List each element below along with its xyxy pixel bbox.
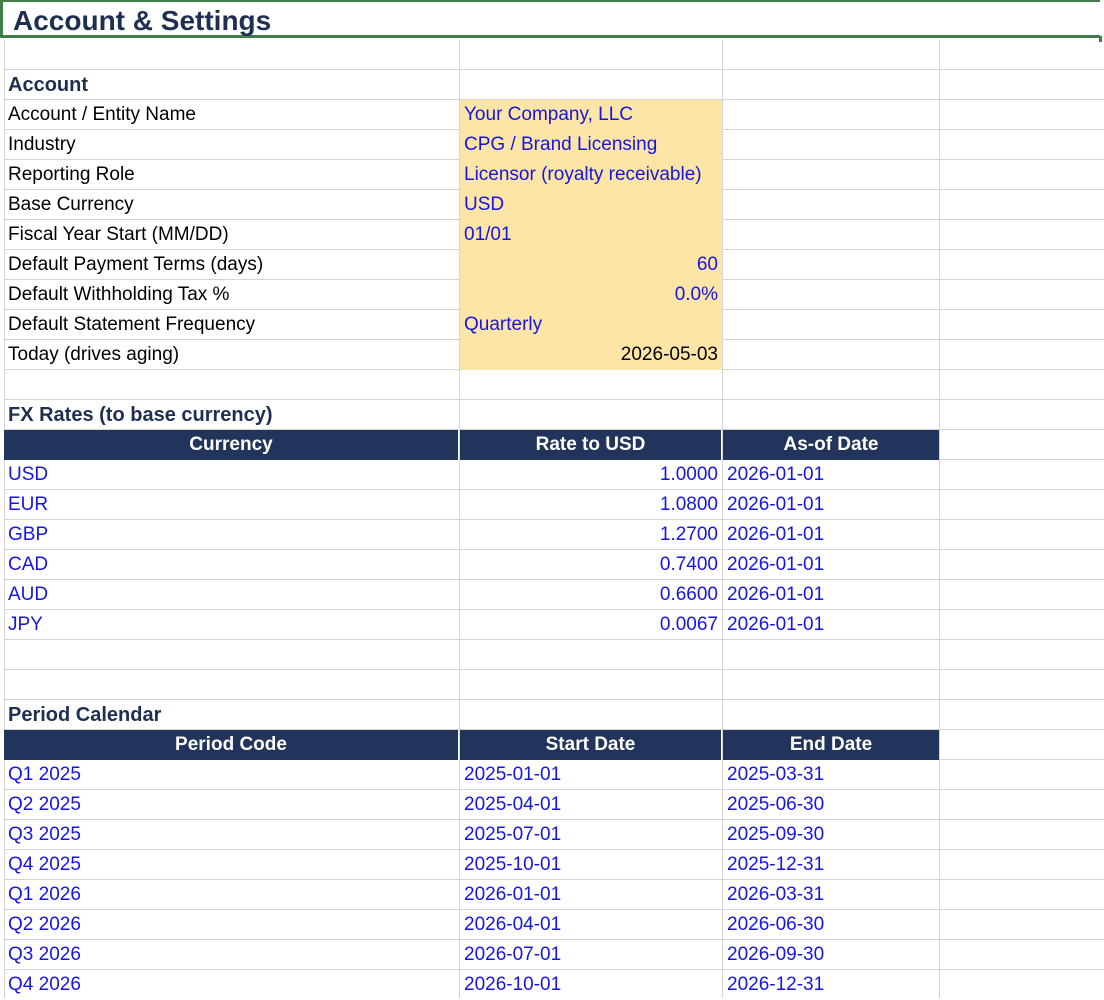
period-code-cell[interactable]: Q1 2026	[8, 884, 81, 905]
title-band-end	[1099, 36, 1102, 42]
period-end-cell[interactable]: 2026-12-31	[727, 974, 825, 995]
period-end-cell[interactable]: 2025-03-31	[727, 764, 825, 785]
period-start-cell[interactable]: 2026-07-01	[464, 944, 562, 965]
account-value-statement-frequency[interactable]: Quarterly	[460, 310, 722, 340]
fx-asof-cell[interactable]: 2026-01-01	[727, 464, 825, 485]
period-header-start: Start Date	[460, 730, 722, 760]
period-code-cell[interactable]: Q4 2025	[8, 854, 81, 875]
fx-rate-cell[interactable]: 0.6600	[659, 584, 718, 605]
grid-line	[4, 669, 1104, 670]
fx-currency-cell[interactable]: GBP	[8, 524, 49, 545]
period-end-cell[interactable]: 2026-06-30	[727, 914, 825, 935]
account-label: Industry	[8, 134, 76, 155]
period-end-cell[interactable]: 2025-06-30	[727, 794, 825, 815]
fx-rate-cell[interactable]: 0.7400	[659, 554, 718, 575]
fx-asof-cell[interactable]: 2026-01-01	[727, 584, 825, 605]
account-label: Base Currency	[8, 194, 134, 215]
account-label: Fiscal Year Start (MM/DD)	[8, 224, 229, 245]
fx-rate-cell[interactable]: 1.2700	[659, 524, 718, 545]
period-start-cell[interactable]: 2025-10-01	[464, 854, 562, 875]
account-label: Default Payment Terms (days)	[8, 254, 264, 275]
fx-rate-cell[interactable]: 1.0000	[659, 464, 718, 485]
sheet-title: Account & Settings	[13, 5, 272, 36]
fx-currency-cell[interactable]: JPY	[8, 614, 43, 635]
account-value-withholding-tax[interactable]: 0.0%	[460, 280, 722, 310]
fx-section-title: FX Rates (to base currency)	[8, 404, 273, 426]
period-end-cell[interactable]: 2025-12-31	[727, 854, 825, 875]
period-section-title: Period Calendar	[8, 704, 162, 726]
account-section-title: Account	[8, 74, 88, 96]
period-header-code: Period Code	[4, 730, 459, 760]
account-value-base-currency[interactable]: USD	[460, 190, 722, 220]
fx-header-asof: As-of Date	[723, 430, 939, 460]
account-value-fiscal-year-start[interactable]: 01/01	[460, 220, 722, 250]
account-label: Account / Entity Name	[8, 104, 196, 125]
fx-header-currency: Currency	[4, 430, 459, 460]
period-start-cell[interactable]: 2026-04-01	[464, 914, 562, 935]
period-code-cell[interactable]: Q3 2026	[8, 944, 81, 965]
fx-currency-cell[interactable]: AUD	[8, 584, 49, 605]
account-label: Reporting Role	[8, 164, 135, 185]
account-value-entity-name[interactable]: Your Company, LLC	[460, 100, 722, 130]
period-start-cell[interactable]: 2025-04-01	[464, 794, 562, 815]
account-label: Default Withholding Tax %	[8, 284, 230, 305]
period-code-cell[interactable]: Q3 2025	[8, 824, 81, 845]
fx-asof-cell[interactable]: 2026-01-01	[727, 554, 825, 575]
fx-asof-cell[interactable]: 2026-01-01	[727, 614, 825, 635]
account-value-reporting-role[interactable]: Licensor (royalty receivable)	[460, 160, 722, 190]
fx-currency-cell[interactable]: EUR	[8, 494, 49, 515]
fx-rate-cell[interactable]: 0.0067	[659, 614, 718, 635]
fx-asof-cell[interactable]: 2026-01-01	[727, 524, 825, 545]
fx-rate-cell[interactable]: 1.0800	[659, 494, 718, 515]
fx-currency-cell[interactable]: CAD	[8, 554, 49, 575]
period-start-cell[interactable]: 2025-01-01	[464, 764, 562, 785]
account-value-industry[interactable]: CPG / Brand Licensing	[460, 130, 722, 160]
period-code-cell[interactable]: Q2 2025	[8, 794, 81, 815]
period-code-cell[interactable]: Q4 2026	[8, 974, 81, 995]
fx-header-rate: Rate to USD	[460, 430, 722, 460]
period-header-end: End Date	[723, 730, 939, 760]
period-start-cell[interactable]: 2026-01-01	[464, 884, 562, 905]
account-label: Today (drives aging)	[8, 344, 180, 365]
fx-currency-cell[interactable]: USD	[8, 464, 49, 485]
period-code-cell[interactable]: Q2 2026	[8, 914, 81, 935]
period-code-cell[interactable]: Q1 2025	[8, 764, 81, 785]
period-end-cell[interactable]: 2026-09-30	[727, 944, 825, 965]
account-value-today[interactable]: 2026-05-03	[460, 340, 722, 370]
title-band	[0, 0, 1100, 38]
period-end-cell[interactable]: 2025-09-30	[727, 824, 825, 845]
fx-asof-cell[interactable]: 2026-01-01	[727, 494, 825, 515]
period-start-cell[interactable]: 2026-10-01	[464, 974, 562, 995]
account-label: Default Statement Frequency	[8, 314, 256, 335]
period-end-cell[interactable]: 2026-03-31	[727, 884, 825, 905]
period-start-cell[interactable]: 2025-07-01	[464, 824, 562, 845]
account-value-payment-terms[interactable]: 60	[460, 250, 722, 280]
